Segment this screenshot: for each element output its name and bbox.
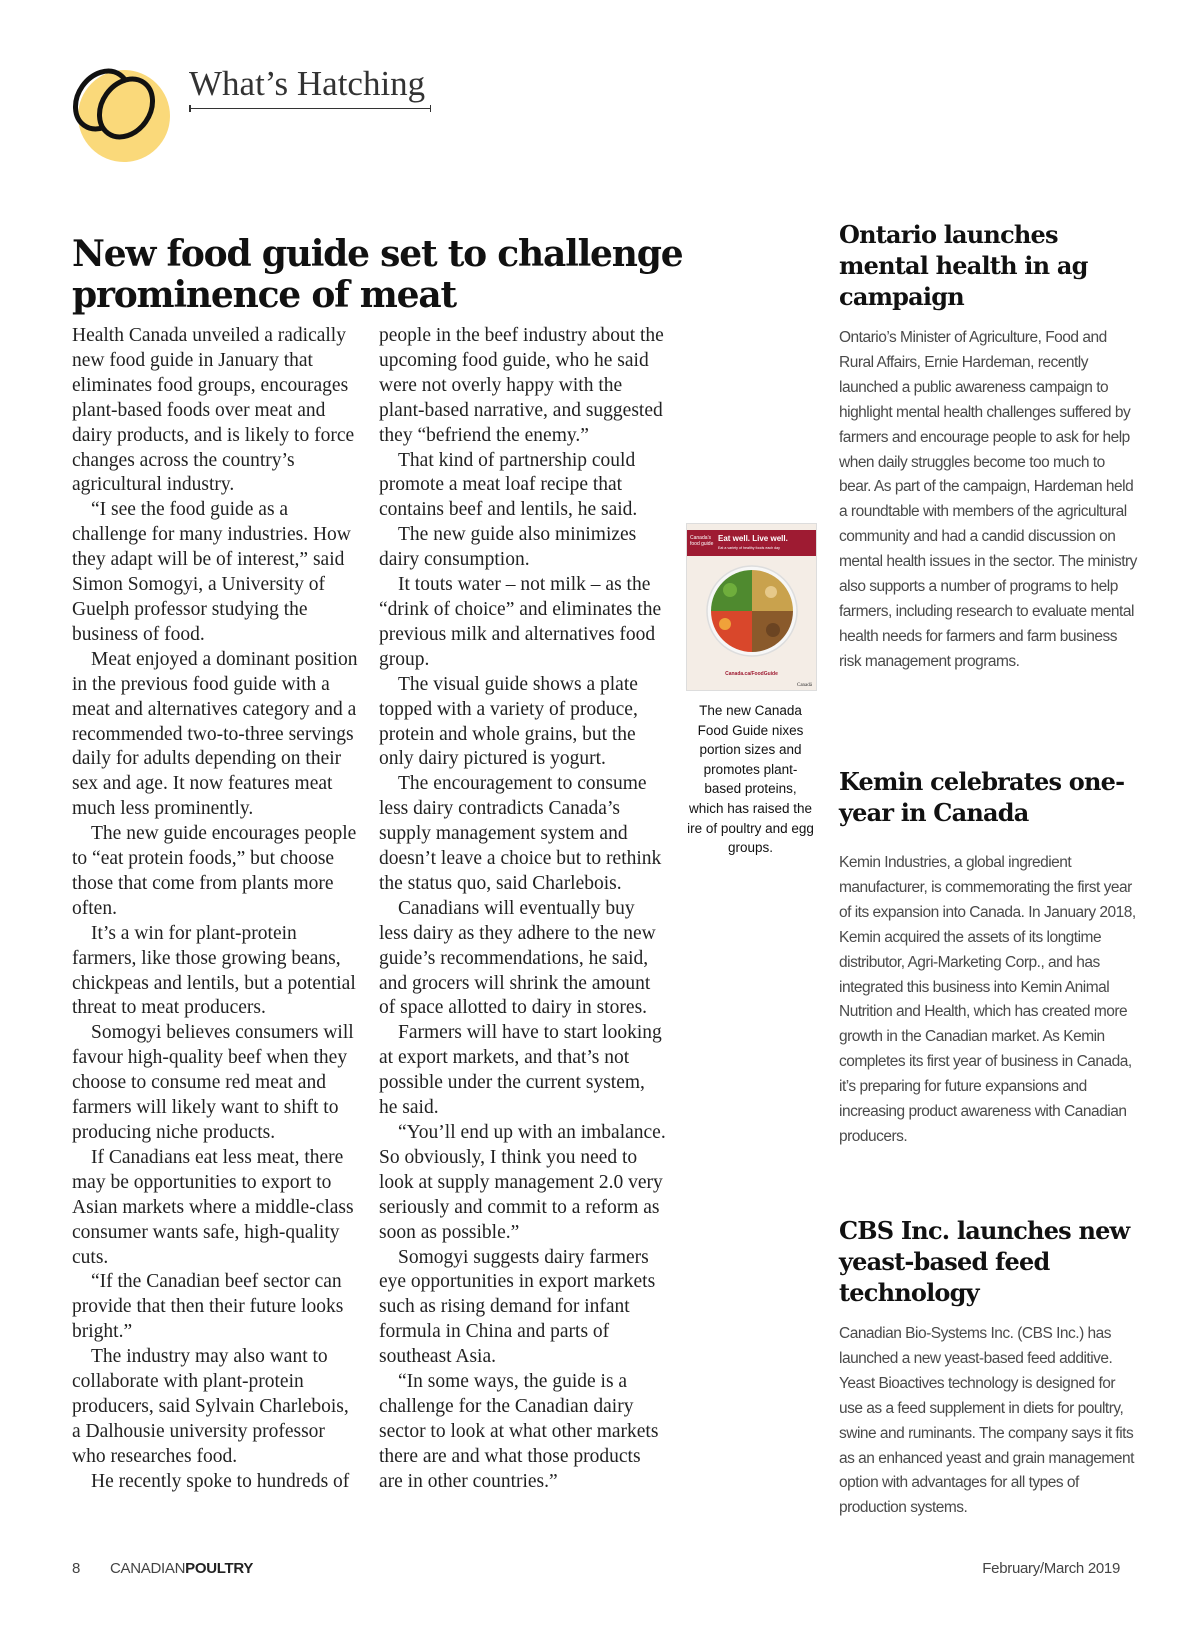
section-title-rule [189, 108, 431, 109]
article-paragraph: Farmers will have to start looking at export markets, and that’s not possible under the current system, he said. [379, 1022, 662, 1119]
sidebar-headline-cbs: CBS Inc. launches new yeast-based feed technology [839, 1216, 1130, 1307]
article-headline: New food guide set to challenge prominence of meat [72, 233, 683, 316]
magazine-name-light: CANADIAN [110, 1560, 186, 1577]
article-paragraph: “You’ll end up with an imbalance. So obviously, I think you need to look at supply management 2.0 very seriously and commit to a reform as soon as possible.” [379, 1122, 666, 1243]
article-paragraph: It’s a win for plant-protein farmers, like those growing beans, chickpeas and lentils, but a potential threat to meat producers. [72, 922, 356, 1019]
article-paragraph: He recently spoke to hundreds of [91, 1470, 350, 1492]
article-paragraph: The new guide also minimizes dairy consumption. [379, 524, 637, 571]
article-paragraph: That kind of partnership could promote a meat loaf recipe that contains beef and lentils, he said. [379, 449, 638, 521]
magazine-name [110, 1560, 253, 1577]
article-column-1 [72, 324, 360, 1495]
section-title: What’s Hatching [189, 64, 426, 103]
sidebar-body-cbs: Canadian Bio-Systems Inc. (CBS Inc.) has launched a new yeast-based feed additive. Yeast Bioactives technology is designed for use as a feed supplement in diets for poultry, swine and ruminants. The company says it fits as an enhanced yeast and grain management option with advantages for all types of production systems. [839, 1325, 1134, 1517]
page-number: 8 [72, 1560, 81, 1577]
magazine-name-bold: POULTRY [185, 1560, 254, 1577]
sidebar-headline-kemin: Kemin celebrates one-year in Canada [839, 767, 1125, 827]
food-guide-badge: Canada’s food guide [690, 535, 714, 547]
food-plate-illustration [705, 564, 799, 658]
article-paragraph: Somogyi believes consumers will favour high-quality beef when they choose to consume red meat and farmers will likely want to shift to producing niche products. [72, 1022, 354, 1143]
figure-caption: The new Canada Food Guide nixes portion sizes and promotes plant-based proteins, which has raised the ire of poultry and egg groups. [687, 703, 814, 856]
article-paragraph: The industry may also want to collaborate with plant-protein producers, said Sylvain Charlebois, a Dalhousie university professor who researches food. [72, 1346, 349, 1467]
article-column-2 [379, 324, 667, 1495]
article-paragraph: Health Canada unveiled a radically new food guide in January that eliminates food groups, encourages plant-based foods over meat and dairy products, and is likely to force changes across the country’s agricultural industry. [72, 325, 355, 496]
article-paragraph: “If the Canadian beef sector can provide that then their future looks bright.” [72, 1271, 344, 1343]
sidebar-body-kemin: Kemin Industries, a global ingredient manufacturer, is commemorating the first year of its expansion into Canada. In January 2018, Kemin acquired the assets of its longtime distributor, Agri-Marketing Corp., and has integrated this business into Kemin Animal Nutrition and Health, which has created more growth in the Canadian market. As Kemin completes its first year of business in Canada, it’s preparing for future expansions and increasing product awareness with Canadian producers. [839, 854, 1136, 1145]
article-paragraph: Canadians will eventually buy less dairy as they adhere to the new guide’s recommendations, he said, and grocers will shrink the amount of space allotted to dairy in stores. [379, 897, 656, 1019]
sidebar-headline-ontario: Ontario launches mental health in ag campaign [839, 220, 1088, 311]
article-paragraph: It touts water – not milk – as the “drink of choice” and eliminates the previous milk and alternatives food group. [379, 574, 662, 670]
article-paragraph: Meat enjoyed a dominant position in the previous food guide with a meat and alternatives category and a recommended two-to-three servings daily for adults depending on their sex and age. It now features meat much less prominently. [72, 648, 358, 820]
two-eggs-icon [66, 58, 176, 168]
sidebar-body-ontario: Ontario’s Minister of Agriculture, Food and Rural Affairs, Ernie Hardeman, recently launched a public awareness campaign to highlight mental health challenges suffered by farmers and encourage people to ask for help when daily struggles become too much to bear. As part of the campaign, Hardeman held a roundtable with members of the agricultural community and had a candid discussion on mental health issues in the sector. The ministry also supports a number of programs to help farmers, including research to evaluate mental health needs for farmers and farm business risk management programs. [839, 329, 1137, 670]
article-paragraph: people in the beef industry about the upcoming food guide, who he said were not overly happy with the plant-based narrative, and suggested they “befriend the enemy.” [379, 325, 664, 446]
food-guide-header-bar [687, 530, 816, 556]
food-guide-url: Canada.ca/FoodGuide [725, 671, 778, 677]
food-guide-image [686, 523, 817, 691]
issue-date: February/March 2019 [982, 1560, 1120, 1577]
article-paragraph: Somogyi suggests dairy farmers eye opportunities in export markets such as rising demand for infant formula in China and parts of southeast Asia. [379, 1246, 656, 1368]
article-paragraph: The encouragement to consume less dairy contradicts Canada’s supply management system and doesn’t leave a choice but to rethink the status quo, said Charlebois. [379, 773, 662, 894]
food-guide-title: Eat well. Live well. [718, 534, 788, 543]
article-paragraph: “In some ways, the guide is a challenge for the Canadian dairy sector to look at what other markets there are and what those products are in other countries.” [379, 1371, 659, 1492]
article-paragraph: The new guide encourages people to “eat protein foods,” but choose those that come from plants more often. [72, 823, 357, 919]
article-paragraph: The visual guide shows a plate topped with a variety of produce, protein and whole grains, but the only dairy pictured is yogurt. [379, 673, 638, 770]
article-paragraph: “I see the food guide as a challenge for many industries. How they adapt will be of interest,” said Simon Somogyi, a University of Guelph professor studying the business of food. [72, 499, 351, 645]
article-paragraph: If Canadians eat less meat, there may be opportunities to export to Asian markets where a middle-class consumer wants safe, high-quality cuts. [72, 1146, 354, 1268]
canada-wordmark: Canadä [797, 683, 812, 688]
food-guide-subtitle: Eat a variety of healthy foods each day [718, 546, 780, 550]
